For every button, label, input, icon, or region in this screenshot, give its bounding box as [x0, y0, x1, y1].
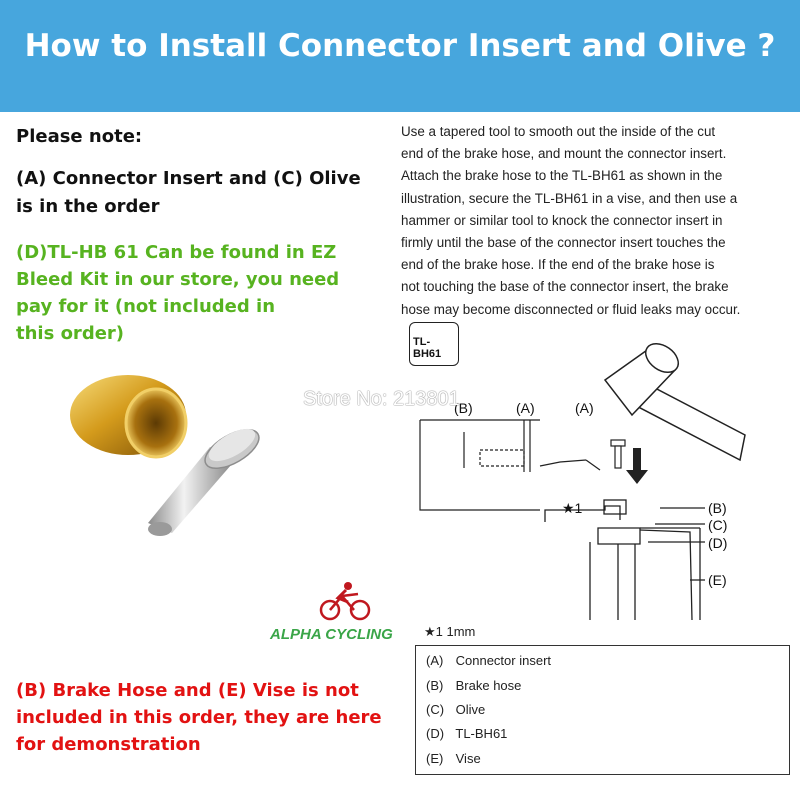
legend-star-note: ★1 1mm	[424, 624, 476, 639]
legend-row: (E) Vise	[426, 751, 481, 766]
tool-id-label: TL-BH61	[413, 336, 442, 360]
store-watermark: Store No: 213801	[303, 388, 460, 410]
magnified-view	[420, 420, 600, 510]
cyclist-icon	[318, 580, 373, 622]
label-b: (B)	[708, 500, 727, 516]
instruction-line: Attach the brake hose to the TL-BH61 as shown in the	[401, 168, 723, 184]
instruction-paragraph	[401, 121, 796, 321]
title-banner	[0, 0, 800, 112]
vise-illustration	[545, 500, 705, 620]
page-title: How to Install Connector Insert and Olive ?	[24, 28, 776, 64]
tool-line-1: (D)TL-HB 61 Can be found in EZ	[16, 242, 337, 263]
label-b-top: (B)	[454, 400, 473, 416]
disclaimer-line-1: (B) Brake Hose and (E) Vise is not	[16, 680, 359, 701]
legend-row: (A) Connector insert	[426, 653, 552, 668]
instruction-line: hose may become disconnected or fluid leaks may occur.	[401, 301, 741, 317]
hammer-illustration	[605, 338, 745, 460]
label-a-top: (A)	[516, 400, 535, 416]
label-star: ★1	[562, 500, 583, 516]
instruction-line: hammer or similar tool to knock the connector insert in	[401, 212, 723, 228]
down-arrow-icon	[626, 448, 648, 484]
label-e: (E)	[708, 572, 727, 588]
tool-line-2: Bleed Kit in our store, you need	[16, 269, 340, 290]
disclaimer-line-2: included in this order, they are here	[16, 707, 382, 728]
instruction-line: illustration, secure the TL-BH61 in a vise, and then use a	[401, 190, 738, 206]
tool-line-4: this order)	[16, 323, 125, 344]
instruction-line: end of the brake hose, and mount the connector insert.	[401, 146, 727, 162]
order-line-1: (A) Connector Insert and (C) Olive	[16, 168, 361, 189]
tool-line-3: pay for it (not included in	[16, 296, 276, 317]
disclaimer-line-3: for demonstration	[16, 734, 201, 755]
instruction-line: Use a tapered tool to smooth out the inside of the cut	[401, 124, 716, 139]
legend-row: (D) TL-BH61	[426, 726, 508, 741]
connector-insert-drawing	[611, 440, 625, 468]
note-heading: Please note:	[16, 126, 143, 147]
logo-text: ALPHA CYCLING	[270, 626, 393, 643]
instruction-line: firmly until the base of the connector insert touches the	[401, 235, 726, 251]
legend-box	[415, 645, 790, 775]
label-d: (D)	[708, 535, 728, 551]
instruction-line: not touching the base of the connector insert, the brake	[401, 279, 729, 295]
product-photo	[60, 365, 290, 545]
instruction-line: end of the brake hose. If the end of the brake hose is	[401, 257, 715, 273]
legend-row: (C) Olive	[426, 702, 486, 717]
label-a-right: (A)	[575, 400, 594, 416]
label-c: (C)	[708, 517, 728, 533]
legend-row: (B) Brake hose	[426, 678, 522, 693]
installation-diagram	[400, 320, 800, 620]
order-line-2: is in the order	[16, 196, 160, 217]
olive-image	[70, 375, 186, 457]
